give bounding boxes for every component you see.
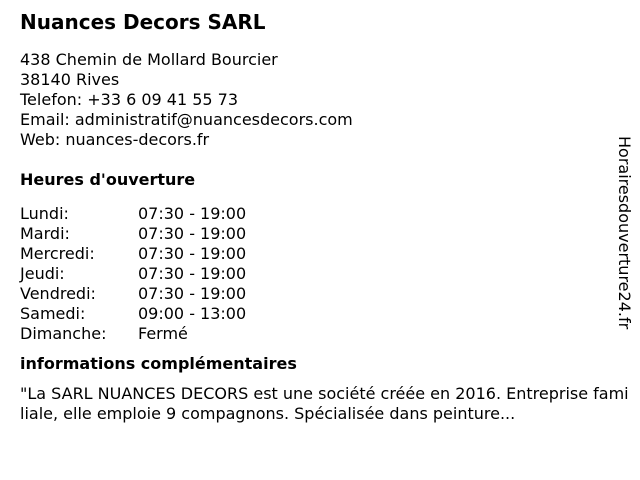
company-web[interactable]: Web: nuances-decors.fr (20, 130, 210, 149)
hours-row (20, 324, 610, 344)
hours-row (20, 244, 610, 264)
hours-day: Dimanche: (20, 324, 107, 343)
hours-time: 07:30 - 19:00 (138, 224, 247, 243)
opening-hours-title: Heures d'ouverture (20, 170, 196, 189)
hours-day: Samedi: (20, 304, 86, 323)
opening-hours-table (20, 204, 610, 344)
company-phone[interactable]: Telefon: +33 6 09 41 55 73 (20, 90, 239, 109)
hours-time: 07:30 - 19:00 (138, 284, 247, 303)
hours-time: Fermé (138, 324, 188, 343)
hours-day: Jeudi: (20, 264, 65, 283)
hours-row (20, 304, 610, 324)
company-email[interactable]: Email: administratif@nuancesdecors.com (20, 110, 353, 129)
additional-info-text: "La SARL NUANCES DECORS est une société créée en 2016. Entreprise familiale, elle emploie 9 compagnons. Spécialisée dans peinture... (20, 384, 629, 423)
hours-time: 07:30 - 19:00 (138, 204, 247, 223)
hours-row (20, 264, 610, 284)
company-city: 38140 Rives (20, 70, 120, 89)
hours-day: Vendredi: (20, 284, 96, 303)
hours-time: 07:30 - 19:00 (138, 264, 247, 283)
hours-row (20, 284, 610, 304)
company-street: 438 Chemin de Mollard Bourcier (20, 50, 278, 69)
hours-day: Mardi: (20, 224, 70, 243)
hours-row (20, 224, 610, 244)
hours-day: Mercredi: (20, 244, 95, 263)
hours-day: Lundi: (20, 204, 69, 223)
additional-info-title: informations complémentaires (20, 354, 297, 373)
hours-time: 09:00 - 13:00 (138, 304, 247, 323)
site-watermark: Horairesdouverture24.fr (615, 136, 634, 330)
hours-time: 07:30 - 19:00 (138, 244, 247, 263)
company-name: Nuances Decors SARL (20, 10, 266, 34)
hours-row (20, 204, 610, 224)
